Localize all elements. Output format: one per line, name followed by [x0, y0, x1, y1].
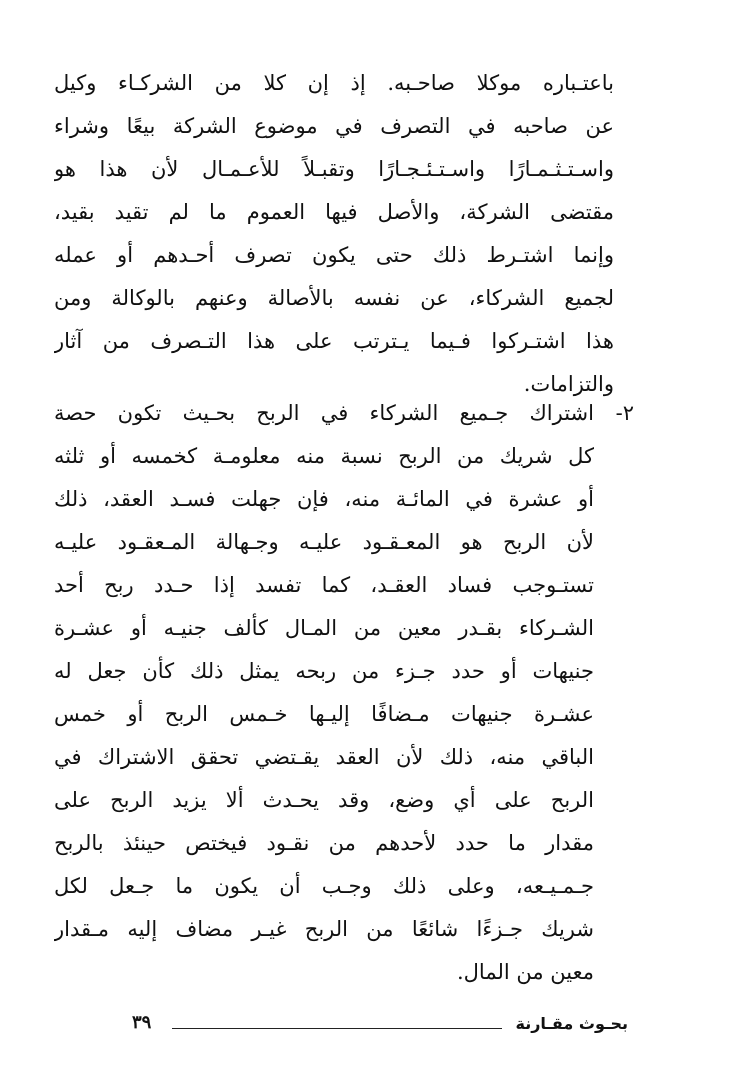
text-line: كل شريك من الربح نسبة منه معلومـة كخمسه أو ثلثه: [54, 444, 594, 468]
text-line: أو عشرة في المائـة منه، فإن جهلت فسـد العقد، ذلك: [54, 487, 594, 511]
text-line: عن صاحبه في التصرف في موضوع الشركة بيعًا وشراء: [54, 114, 614, 138]
text-line: مقدار ما حدد لأحدهم من نقـود فيختص حينئذ بالربح: [54, 831, 594, 855]
text-line: باعتـباره موكلا صاحـبه. إذ إن كلا من الشركـاء وكيل: [54, 71, 614, 95]
text-line: الباقي منه، ذلك لأن العقد يقـتضي تحقق الاشتراك في: [54, 745, 594, 769]
text-line: الشـركاء بقـدر معين من المـال كألف جنيـه أو عشـرة: [54, 616, 594, 640]
text-line: والتزامات.: [523, 372, 614, 396]
text-line: شريك جـزءًا شائعًا من الربح غيـر مضاف إليه مـقدار: [54, 917, 594, 941]
running-title: بحـوث مقـارنة: [515, 1014, 628, 1033]
text-line: معين من المال.: [457, 960, 594, 984]
text-line: لأن الربح هو المعـقـود عليـه وجـهالة المـعقـود عليـه: [54, 530, 594, 554]
text-line: وإنما اشتـرط ذلك حتى يكون تصرف أحـدهم أو عمله: [54, 243, 614, 267]
text-line: جـمـيـعه، وعلى ذلك وجـب أن يكون ما جـعل لكل: [54, 874, 594, 898]
text-line: مقتضى الشركة، والأصل فيها العموم ما لم تقيد بقيد،: [54, 200, 614, 224]
text-line: جنيهات أو حدد جـزء من ربحه يمثل ذلك كأن جعل له: [54, 659, 594, 683]
text-line: واسـتـثـمـارًا واسـتـئـجـارًا وتقبـلاً للأعـمـال لأن هذا هو: [54, 157, 614, 181]
text-line: عشـرة جنيهات مـضافًا إليـها خـمس الربح أو خمس: [54, 702, 594, 726]
text-line: لجميع الشركاء، عن نفسه بالأصالة وعنهم بالوكالة ومن: [54, 286, 614, 310]
page-number: ٣٩: [132, 1012, 152, 1033]
text-line: اشتراك جـميع الشركاء في الربح بحـيث تكون حصة: [54, 401, 594, 425]
footer-rule: [172, 1028, 502, 1029]
list-item-number: ٢-: [615, 401, 634, 425]
text-line: هذا اشتـركوا فـيما يـترتب على هذا التـصرف من آثار: [54, 329, 614, 353]
page-footer: [0, 1012, 746, 1042]
text-line: الربح على أي وضع، وقد يحـدث ألا يزيد الربح على: [54, 788, 594, 812]
paragraph-1: [54, 62, 614, 406]
text-line: تستـوجب فساد العقـد، كما تفسد إذا حـدد ربح أحد: [54, 573, 594, 597]
paragraph-2: [54, 392, 594, 994]
